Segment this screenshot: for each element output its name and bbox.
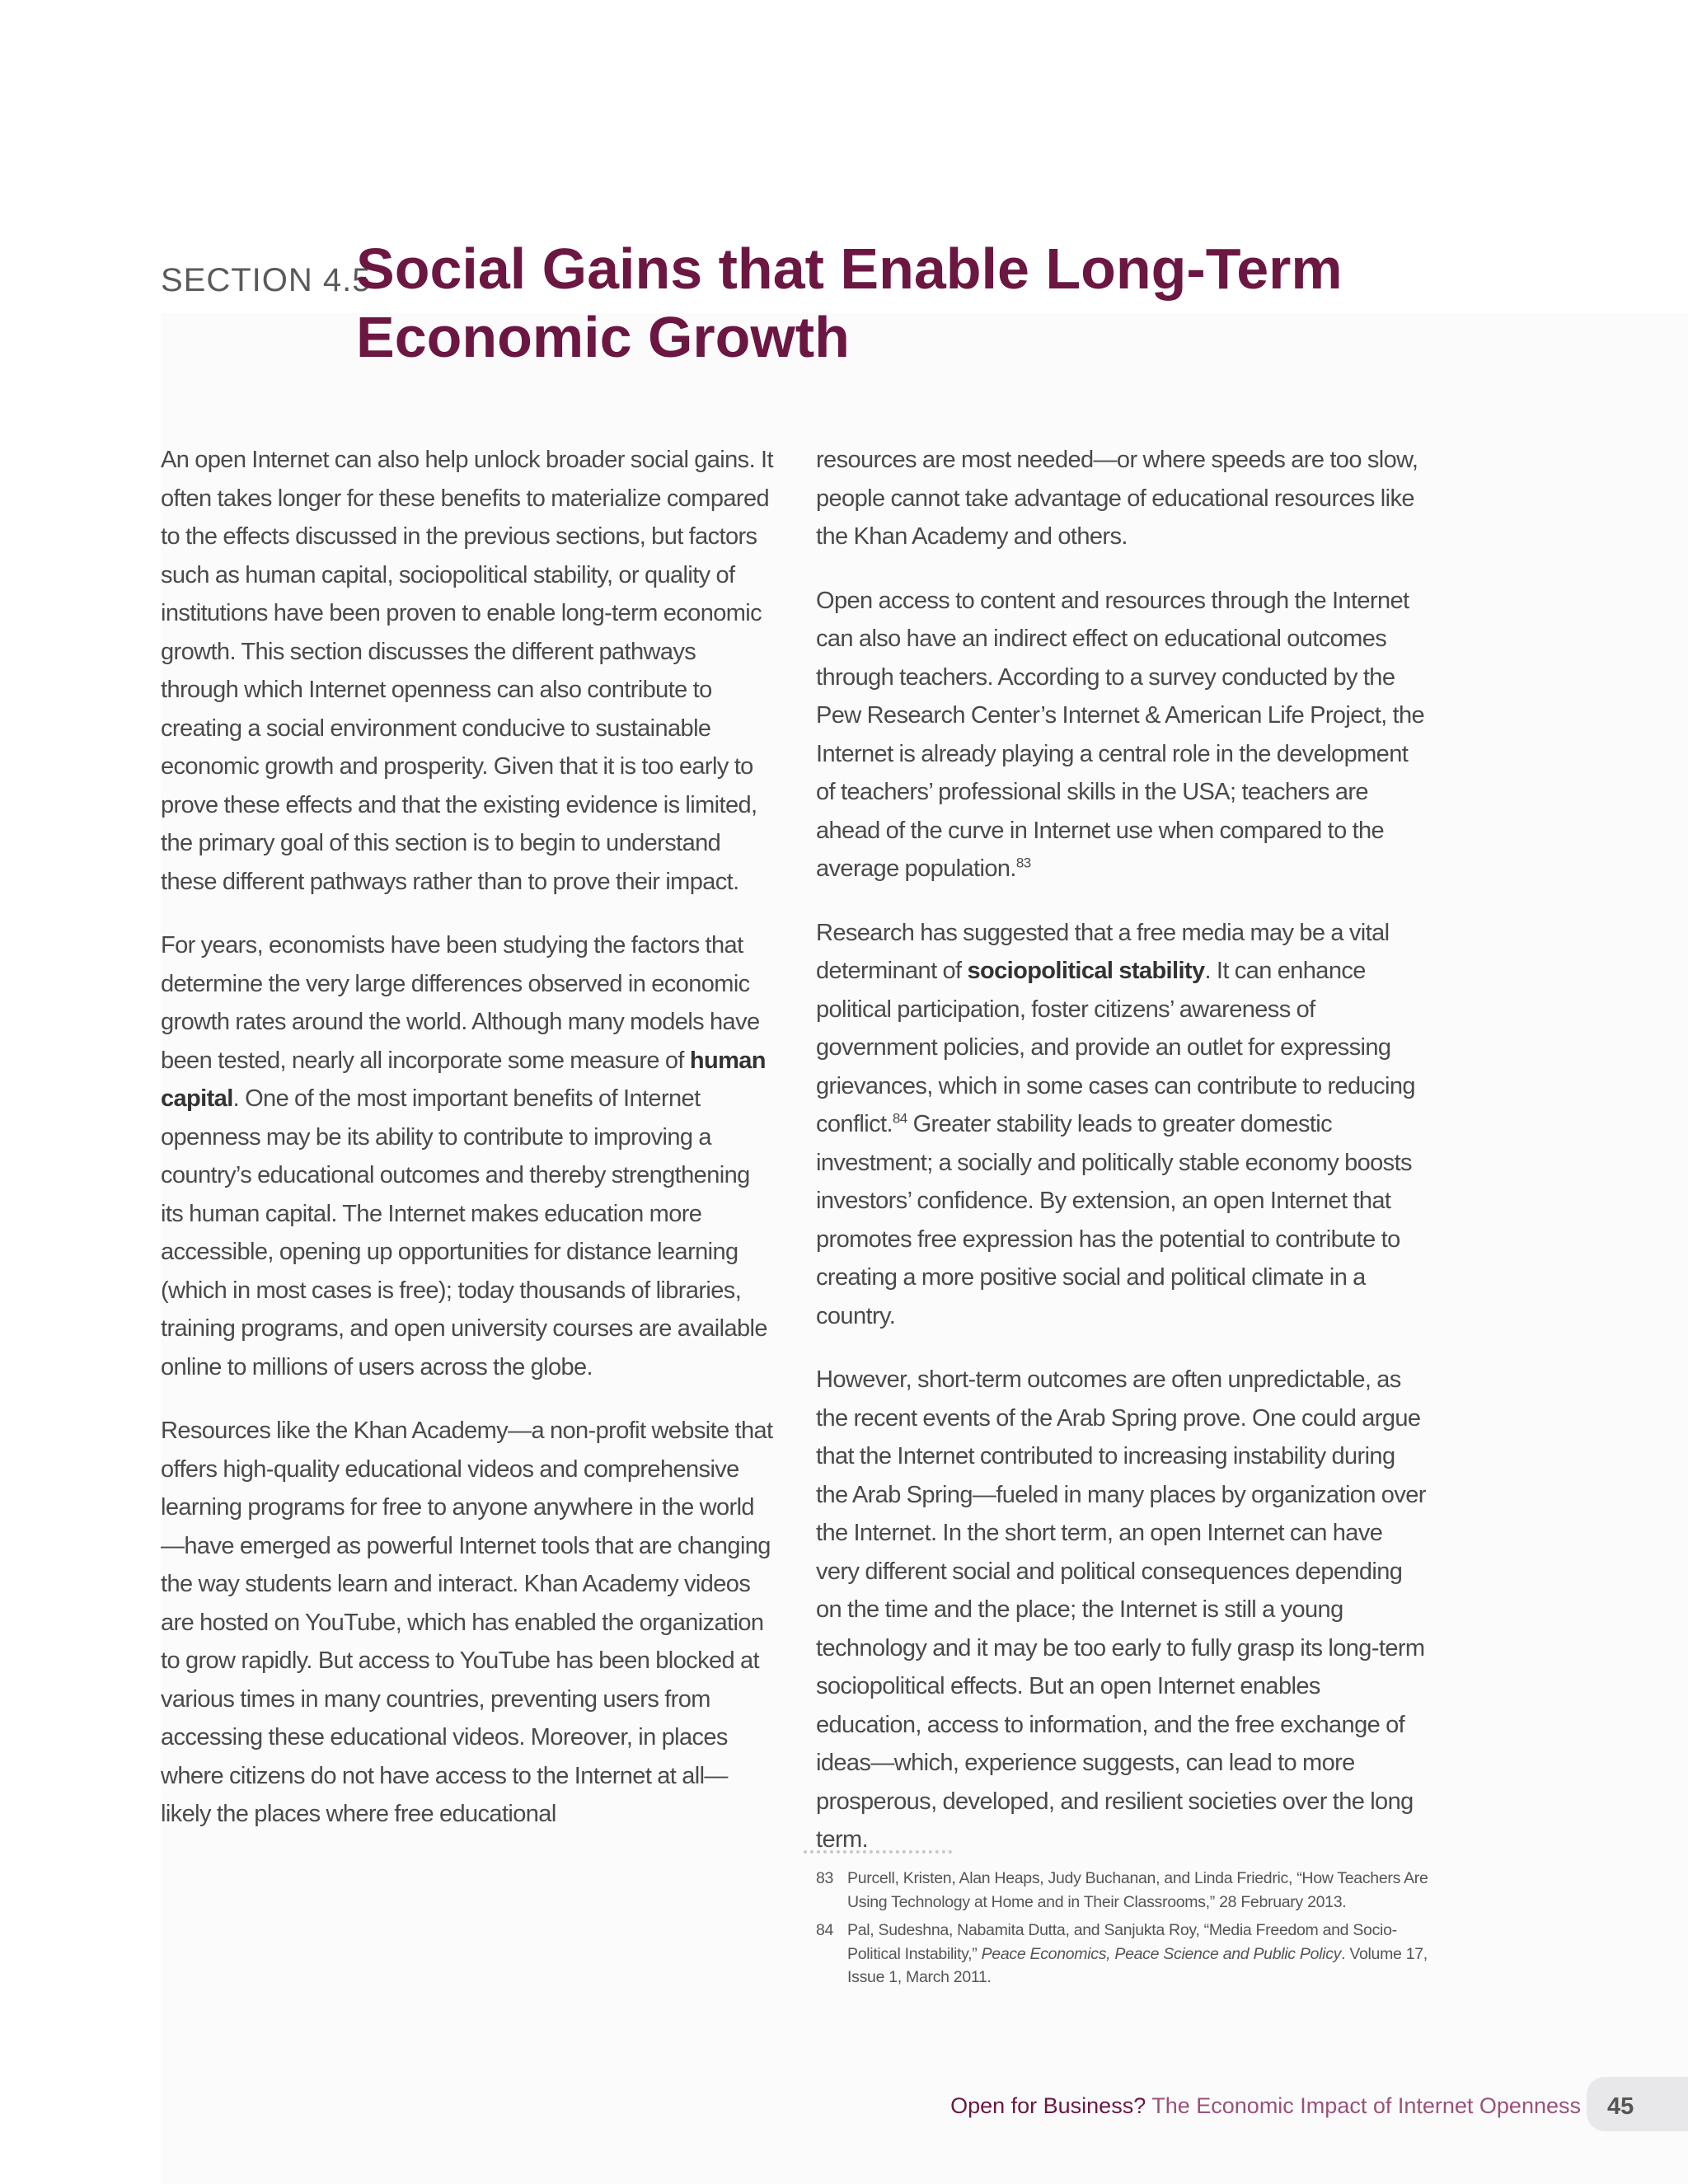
key-term-sociopolitical-stability: sociopolitical stability	[967, 958, 1205, 984]
footnote-number: 84	[816, 1921, 834, 1939]
footnote	[816, 1867, 1430, 1914]
right-column	[816, 441, 1430, 1885]
paragraph: Open access to content and resources through the Internet can also have an indirect effect on educational outcomes through teachers. According to a survey conducted by the Pew Research Center’s Internet & American Life Project, the Internet is already playing a central role in the development of teachers’ professional skills in the USA; teachers are ahead of the curve in Internet use when compared to the average population.$^{83}$	[816, 587, 1425, 882]
paragraph: However, short-term outcomes are often unpredictable, as the recent events of the Arab Spring prove. One could argue that the Internet contributed to increasing instability during the Arab Spring—fueled in many places by organization over the Internet. In the short term, an open Internet can have very different social and political consequences depending on the time and the place; the Internet is still a young technology and it may be too early to fully grasp its long-term sociopolitical effects. But an open Internet enables education, access to information, and the free exchange of ideas—which, experience suggests, can lead to more prosperous, developed, and resilient societies over the long term.	[816, 1366, 1426, 1853]
footnotes	[816, 1867, 1430, 1994]
footnote-divider	[804, 1850, 952, 1854]
paragraph: Research has suggested that a free media may be a vital determinant of sociopolitical stability. It can enhance political participation, foster citizens’ awareness of government policies, and provide an outlet for expressing grievances, which in some cases can contribute to reducing conflict.$^{84}$ Greater stability leads to greater domestic investment; a socially and politically stable economy boosts investors’ confidence. By extension, an open Internet that promotes free expression has the potential to contribute to creating a more positive social and political climate in a country.	[816, 919, 1415, 1329]
page-number-tab	[1587, 2077, 1688, 2131]
section-title-line-2: Economic Growth	[356, 305, 850, 369]
footnote-reference[interactable]: 83	[1015, 855, 1031, 871]
section-title-line-1: Social Gains that Enable Long-Term	[356, 237, 1343, 301]
publication-title-subtitle: The Economic Impact of Internet Openness	[1146, 2093, 1581, 2118]
footnote	[816, 1919, 1430, 1990]
footnote-number: 83	[816, 1869, 834, 1887]
paragraph: Resources like the Khan Academy—a non-profit website that offers high-quality educational videos and comprehensive learning programs for free to anyone anywhere in the world—have emerged as powerful Internet tools that are changing the way students learn and interact. Khan Academy videos are hosted on YouTube, which has enabled the organization to grow rapidly. But access to YouTube has been blocked at various times in many countries, preventing users from accessing these educational videos. Moreover, in places where citizens do not have access to the Internet at all—likely the places where free educational	[161, 1418, 773, 1827]
paragraph: resources are most needed—or where speeds are too slow, people cannot take advantage of educational resources like the Khan Academy and others.	[816, 447, 1418, 550]
paragraph: An open Internet can also help unlock broader social gains. It often takes longer for these benefits to materialize compared to the effects discussed in the previous sections, but factors such as human capital, sociopolitical stability, or quality of institutions have been proven to enable long-term economic growth. This section discusses the different pathways through which Internet openness can also contribute to creating a social environment conducive to sustainable economic growth and prosperity. Given that it is too early to prove these effects and that the existing evidence is limited, the primary goal of this section is to begin to understand these different pathways rather than to prove their impact.	[161, 447, 773, 895]
key-term-human-capital: human capital	[161, 1047, 766, 1112]
page-footer	[950, 2093, 1581, 2119]
footnote-text: Purcell, Kristen, Alan Heaps, Judy Buchanan, and Linda Friedric, “How Teachers Are Using Technology at Home and in Their Classrooms,” 28 February 2013.	[847, 1869, 1428, 1911]
left-column	[161, 441, 775, 1859]
footnote-text: Pal, Sudeshna, Nabamita Dutta, and Sanjukta Roy, “Media Freedom and Socio-Political Instability,” Peace Economics, Peace Science and Public Policy. Volume 17, Issue 1, March 2011.	[847, 1921, 1428, 1986]
page-number: 45	[1607, 2093, 1634, 2120]
section-title	[356, 235, 1510, 372]
footnote-reference[interactable]: 84	[892, 1110, 907, 1127]
section-label: SECTION 4.5	[161, 262, 372, 298]
paragraph: For years, economists have been studying the factors that determine the very large differences observed in economic growth rates around the world. Although many models have been tested, nearly all incorporate some measure of human capital. One of the most important benefits of Internet openness may be its ability to contribute to improving a country’s educational outcomes and thereby strengthening its human capital. The Internet makes education more accessible, opening up opportunities for distance learning (which in most cases is free); today thousands of libraries, training programs, and open university courses are available online to millions of users across the globe.	[161, 932, 767, 1380]
publication-title-bold: Open for Business?	[950, 2093, 1146, 2118]
